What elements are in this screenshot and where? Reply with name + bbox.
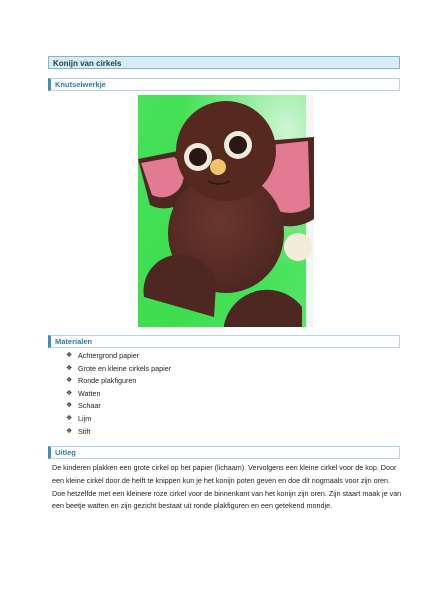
diamond-bullet-icon: ❖	[66, 377, 73, 385]
section-heading-materialen: Materialen	[48, 335, 400, 348]
diamond-bullet-icon: ❖	[66, 352, 73, 359]
materials-list	[66, 350, 171, 438]
list-item: ❖ Schaar	[66, 400, 171, 413]
section-heading-knutselwerkje: Knutselwerkje	[48, 78, 400, 91]
diamond-bullet-icon: ❖	[66, 402, 73, 410]
right-pupil	[229, 136, 247, 154]
list-item: ❖ Grote en kleine cirkels papier	[66, 363, 171, 376]
diamond-bullet-icon: ❖	[66, 364, 73, 372]
list-item: ❖ Lijm	[66, 413, 171, 426]
nose	[210, 159, 226, 175]
section-heading-uitleg: Uitleg	[48, 446, 400, 459]
diamond-bullet-icon: ❖	[66, 389, 73, 397]
cotton-tail	[284, 233, 312, 261]
diamond-bullet-icon: ❖	[66, 427, 73, 435]
list-item: ❖ Ronde plakfiguren	[66, 375, 171, 388]
list-item: ❖ Achtergrond papier	[66, 350, 171, 363]
left-pupil	[189, 148, 207, 166]
list-item: ❖ Stift	[66, 426, 171, 439]
rabbit-craft-photo	[138, 95, 314, 327]
document-title: Konijn van cirkels	[48, 56, 400, 69]
list-item: ❖ Watten	[66, 388, 171, 401]
instructions-paragraph: De kinderen plakken een grote cirkel op het papier (lichaam). Vervolgens een kleine cirkel voor de kop. Door een kleine cirkel door de helft te knippen kun je het konijn poten geven en doe dit nogmaals voor zijn oren. Doe hetzelfde met een kleinere roze cirkel voor de binnenkant van het konijn zijn oren. Zijn staart maak je van een beetje watten en zijn gezicht bestaat uit ronde plakfiguren en een getekend mondje.	[52, 463, 402, 511]
diamond-bullet-icon: ❖	[66, 414, 73, 422]
